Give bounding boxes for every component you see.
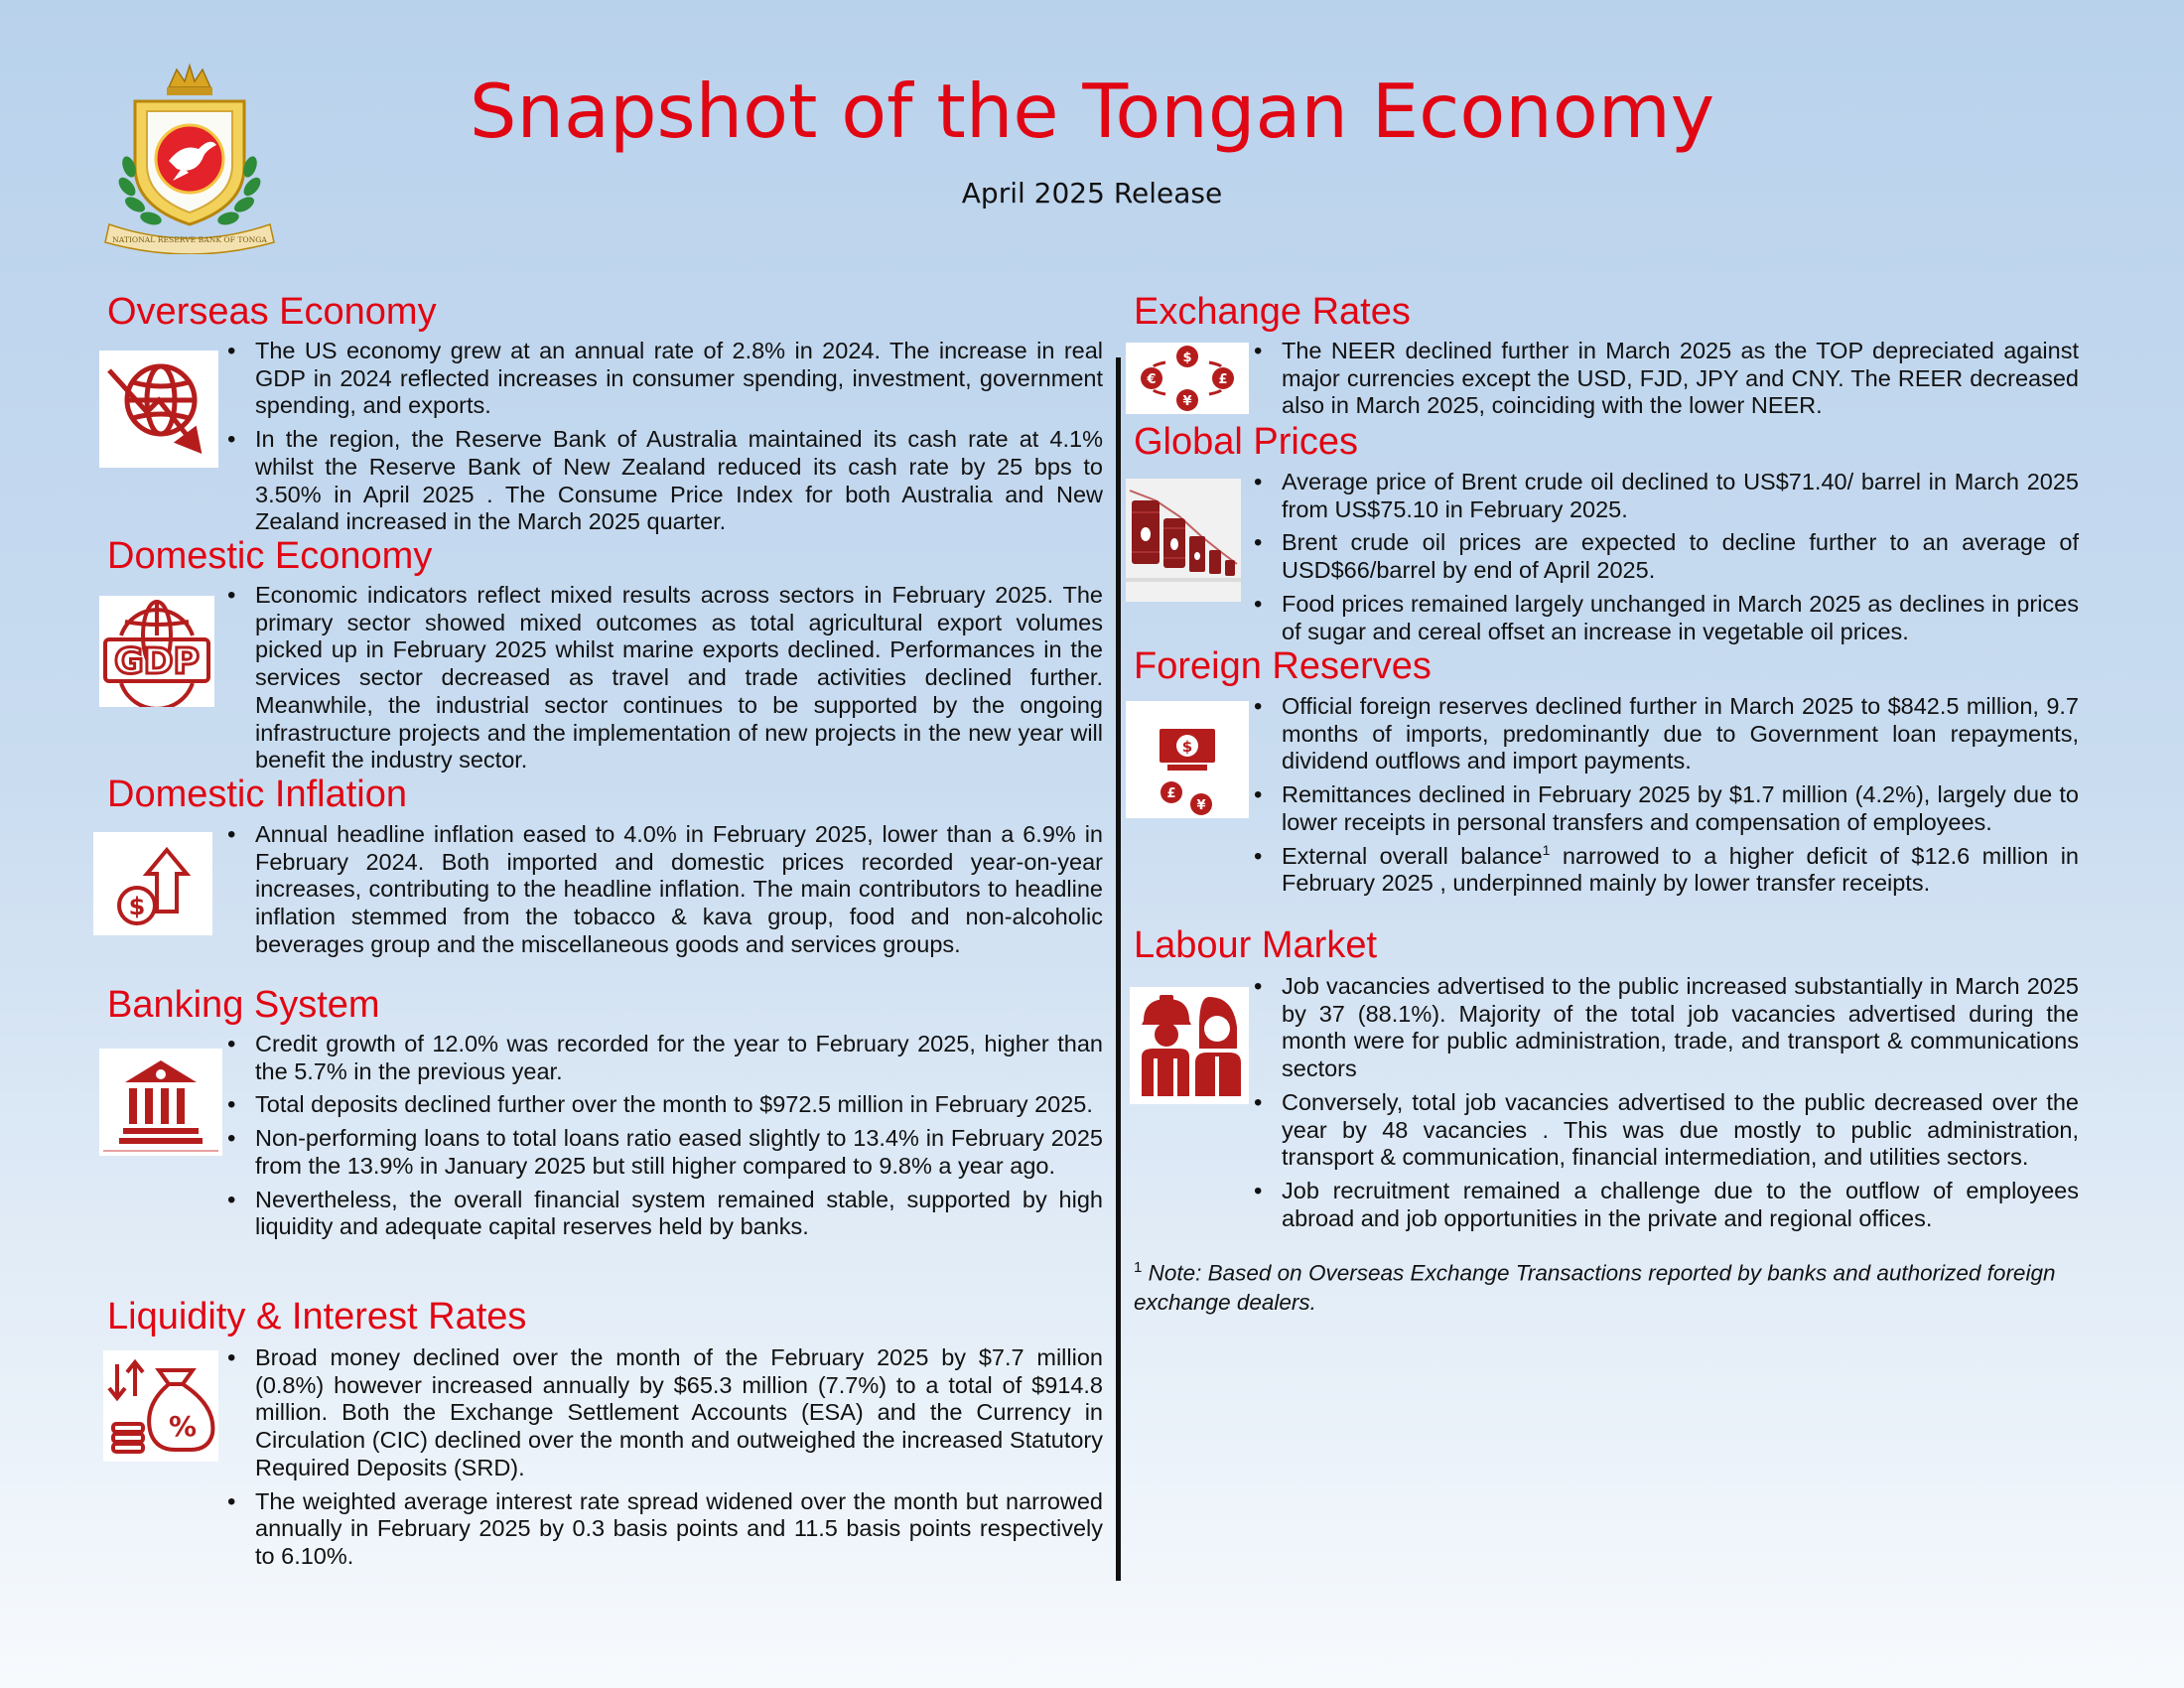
money-bag-percent-icon	[103, 1350, 218, 1462]
overseas-economy-list	[227, 338, 1103, 542]
liquidity-interest-list	[227, 1344, 1103, 1577]
liquidity-interest-heading: Liquidity & Interest Rates	[107, 1296, 527, 1337]
list-item: • Average price of Brent crude oil declined to US$71.40/ barrel in March 2025 from US$75.10 in February 2025.	[1254, 469, 2079, 523]
domestic-inflation-list	[227, 821, 1103, 965]
list-item: • Non-performing loans to total loans ratio eased slightly to 13.4% in February 2025 from the 13.9% in January 2025 but still higher compared to 9.8% a year ago.	[227, 1125, 1103, 1180]
foreign-reserves-list	[1254, 693, 2079, 904]
footnote-number: 1	[1134, 1259, 1143, 1276]
list-item	[1254, 843, 2079, 898]
release-date: April 2025 Release	[961, 177, 1223, 210]
list-item: • Nevertheless, the overall financial system remained stable, supported by high liquidity and adequate capital reserves held by banks.	[227, 1187, 1103, 1241]
globe-decline-icon	[99, 351, 218, 468]
gdp-globe-icon	[99, 596, 214, 707]
list-item: • Annual headline inflation eased to 4.0% in February 2025, lower than a 6.9% in February 2024. Both imported and domestic prices recorded year-on-year increases, contributing to the headline inflation. The main contributors to headline inflation stemmed from the tobacco & kava group, food and non-alcoholic beverages group and the miscellaneous goods and services groups.	[227, 821, 1103, 959]
domestic-economy-list	[227, 582, 1103, 780]
svg-text:£: £	[1166, 786, 1176, 801]
svg-text:$: $	[1182, 351, 1192, 365]
svg-text:¥: ¥	[1196, 798, 1206, 813]
currency-exchange-icon	[1126, 343, 1249, 414]
list-item: • Economic indicators reflect mixed results across sectors in February 2025. The primary sector showed mixed outcomes as total agricultural export volumes picked up in February 2025 whilst marine exports declined. Performances in the services sector decreased as travel and trade activities declined further. Meanwhile, the industrial sector continues to be supported by the ongoing infrastructure projects and the implementation of new projects in the new year will benefit the industry sector.	[227, 582, 1103, 774]
footnote	[1134, 1253, 2087, 1317]
list-item: • In the region, the Reserve Bank of Australia maintained its cash rate at 4.1% whilst the Reserve Bank of New Zealand reduced its cash rate by 25 bps to 3.50% in April 2025 . The Consume Price Index for both Australia and New Zealand increased in the March 2025 quarter.	[227, 426, 1103, 536]
list-item: • Job recruitment remained a challenge due to the outflow of employees abroad and job opportunities in the private and regional offices.	[1254, 1178, 2079, 1232]
column-divider	[1116, 357, 1121, 1581]
list-item: • Credit growth of 12.0% was recorded for the year to February 2025, higher than the 5.7% in the previous year.	[227, 1031, 1103, 1085]
global-prices-heading: Global Prices	[1134, 421, 1358, 463]
bank-building-icon	[99, 1049, 222, 1156]
footnote-marker: 1	[1542, 841, 1551, 858]
svg-text:%: %	[168, 1410, 198, 1443]
falling-oil-barrels-icon	[1126, 479, 1241, 602]
exchange-rates-heading: Exchange Rates	[1134, 291, 1411, 333]
global-prices-list	[1254, 469, 2079, 651]
currency-note-coins-icon	[1126, 701, 1249, 818]
labour-market-heading: Labour Market	[1134, 924, 1378, 966]
list-item: • Food prices remained largely unchanged in March 2025 as declines in prices of sugar and cereal offset an increase in vegetable oil prices.	[1254, 591, 2079, 645]
external-balance-label: External overall balance	[1282, 842, 1543, 869]
overseas-economy-heading: Overseas Economy	[107, 291, 437, 333]
svg-text:£: £	[1218, 372, 1228, 387]
logo-text: NATIONAL RESERVE BANK OF TONGA	[112, 235, 267, 244]
external-balance-text: narrowed to a higher deficit of $12.6 million in February 2025 , underpinned mainly by lower transfer receipts.	[1282, 842, 2079, 897]
svg-text:€: €	[1147, 372, 1157, 387]
list-item: • Conversely, total job vacancies advertised to the public decreased over the year by 48 vacancies . This was due mostly to public administration, transport & communication, financial intermediation, and utilities sectors.	[1254, 1089, 2079, 1172]
list-item: • Official foreign reserves declined further in March 2025 to $842.5 million, 9.7 months of imports, predominantly due to Government loan repayments, dividend outflows and import payments.	[1254, 693, 2079, 775]
list-item: • Job vacancies advertised to the public increased substantially in March 2025 by 37 (88.1%). Majority of the total job vacancies advertised during the month were for public administration, trade, and transport & communications sectors	[1254, 973, 2079, 1083]
list-item: • The US economy grew at an annual rate of 2.8% in 2024. The increase in real GDP in 2024 reflected increases in consumer spending, investment, government spending, and exports.	[227, 338, 1103, 420]
list-item: • Broad money declined over the month of the February 2025 by $7.7 million (0.8%) however increased annually by $65.3 million (7.7%) to a total of $914.8 million. Both the Exchange Settlement Accounts (ESA) and the Currency in Circulation (CIC) declined over the month and outweighed the increased Statutory Required Deposits (SRD).	[227, 1344, 1103, 1482]
list-item: • Total deposits declined further over the month to $972.5 million in February 2025.	[227, 1091, 1103, 1119]
svg-text:¥: ¥	[1182, 394, 1192, 409]
list-item: • Brent crude oil prices are expected to decline further to an average of USD$66/barrel by end of April 2025.	[1254, 529, 2079, 584]
svg-text:$: $	[1181, 738, 1193, 756]
banking-system-list	[227, 1031, 1103, 1247]
labour-market-list	[1254, 973, 2079, 1238]
workers-icon	[1130, 987, 1249, 1104]
banking-system-heading: Banking System	[107, 984, 380, 1026]
gdp-label: GDP	[114, 641, 200, 682]
list-item: • The NEER declined further in March 2025 as the TOP depreciated against major currencies except the USD, FJD, JPY and CNY. The REER decreased also in March 2025, coinciding with the lower NEER.	[1254, 338, 2079, 420]
list-item: • Remittances declined in February 2025 by $1.7 million (4.2%), largely due to lower receipts in personal transfers and compensation of employees.	[1254, 781, 2079, 836]
svg-text:$: $	[128, 893, 146, 920]
list-item: • The weighted average interest rate spread widened over the month but narrowed annually in February 2025 by 0.3 basis points and 11.5 basis points respectively to 6.10%.	[227, 1488, 1103, 1571]
foreign-reserves-heading: Foreign Reserves	[1134, 645, 1432, 687]
page-title: Snapshot of the Tongan Economy	[469, 68, 1715, 155]
nrbt-logo	[99, 58, 280, 254]
exchange-rates-list	[1254, 338, 2079, 426]
domestic-economy-heading: Domestic Economy	[107, 535, 433, 577]
money-up-arrow-icon	[93, 832, 212, 935]
footnote-text: Note: Based on Overseas Exchange Transactions reported by banks and authorized foreign exchange dealers.	[1134, 1260, 2056, 1315]
domestic-inflation-heading: Domestic Inflation	[107, 774, 408, 815]
